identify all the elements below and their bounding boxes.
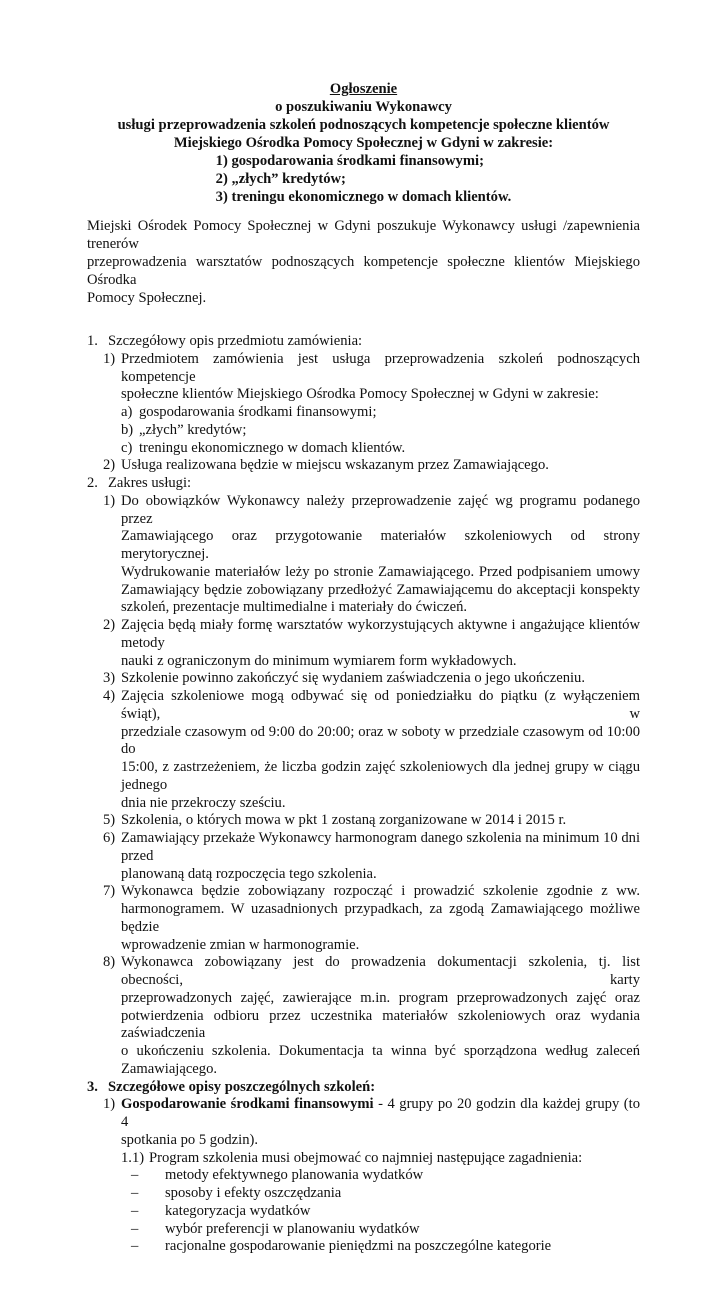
list-item [87, 1221, 640, 1239]
list-line: racjonalne gospodarowanie pieniędzmi na poszczególne kategorie [165, 1238, 552, 1255]
list-item [87, 1079, 640, 1097]
list-item [87, 883, 640, 954]
list-item [87, 1185, 640, 1203]
list-item [87, 422, 640, 440]
list-marker: 5) [103, 812, 116, 829]
list-item-text [139, 404, 640, 422]
list-item [87, 688, 640, 812]
list-line: treningu ekonomicznego w domach klientów. [139, 439, 406, 456]
list-line: Zamawiającego. [121, 1060, 218, 1077]
list-item-text [165, 1203, 640, 1221]
intro-line: Pomocy Społecznej. [87, 290, 207, 306]
list-line: wybór preferencji w planowaniu wydatków [165, 1220, 420, 1237]
title-scope-list [216, 152, 512, 206]
list-line [121, 1096, 640, 1132]
list-line: społeczne klientów Miejskiego Ośrodka Pomocy Społecznej w Gdyni w zakresie: [121, 386, 599, 403]
list-item-text [121, 883, 640, 954]
title-line: Miejskiego Ośrodka Pomocy Społecznej w Gdyni w zakresie: [173, 135, 554, 151]
list-item [87, 670, 640, 688]
list-line: Do obowiązków Wykonawcy należy przeprowadzenie zajęć wg programu podanego przez [121, 492, 640, 527]
list-marker: 1. [87, 333, 98, 349]
list-item-text [149, 1150, 640, 1168]
list-item [87, 1238, 640, 1256]
list-item-text [165, 1221, 640, 1239]
list-item [87, 351, 640, 404]
list-marker: 4) [103, 688, 116, 704]
list-item [87, 1096, 640, 1149]
list-item-text [121, 812, 640, 830]
list-marker: 2) [103, 617, 116, 633]
list-marker: b) [121, 421, 134, 438]
list-line: Zamawiający będzie zobowiązany przedłożyć Zamawiającemu do akceptacji konspekty [121, 581, 640, 598]
list-line: gospodarowania środkami finansowymi; [139, 404, 377, 420]
list-item [87, 1203, 640, 1221]
list-marker: – [131, 1202, 139, 1219]
list-marker: – [131, 1167, 139, 1184]
list-line: kategoryzacja wydatków [165, 1202, 311, 1219]
list-item-text [121, 1096, 640, 1149]
list-item-text [121, 688, 640, 812]
list-marker: 1) [103, 350, 116, 367]
list-line: Wykonawca będzie zobowiązany rozpocząć i prowadzić szkolenie zgodnie z ww. [121, 883, 640, 900]
list-line: Wydrukowanie materiałów leży po stronie Zamawiającego. Przed podpisaniem umowy [121, 563, 640, 580]
scope-item: 2) „złych” kredytów; [215, 171, 346, 187]
list-marker: 2) [103, 457, 116, 474]
list-item [87, 954, 640, 1078]
list-item-text [121, 493, 640, 617]
list-line: Usługa realizowana będzie w miejscu wskazanym przez Zamawiającego. [121, 457, 549, 474]
list-item [87, 1150, 640, 1168]
list-item [87, 440, 640, 458]
list-item [87, 830, 640, 883]
list-item [87, 475, 640, 493]
line-rest: - 4 grupy po 20 godzin dla każdej grupy (to 4 [121, 1096, 640, 1130]
list-line: szkoleń, prezentacje multimedialne i materiały do ćwiczeń. [121, 599, 468, 616]
list-marker: 1.1) [121, 1149, 145, 1166]
title-line: o poszukiwaniu Wykonawcy [275, 99, 452, 115]
list-line: sposoby i efekty oszczędzania [165, 1185, 342, 1201]
list-line: Program szkolenia musi obejmować co najmniej następujące zagadnienia: [149, 1149, 583, 1166]
list-item-text [139, 440, 640, 458]
bold-lead: Gospodarowanie środkami finansowymi [121, 1096, 374, 1113]
list-item-text [121, 457, 640, 475]
list-item-text [121, 617, 640, 670]
list-item [87, 457, 640, 475]
list-line: harmonogramem. W uzasadnionych przypadkach, za zgodą Zamawiającego możliwe będzie [121, 901, 640, 935]
list-marker: – [131, 1185, 139, 1201]
list-marker: a) [121, 404, 133, 420]
list-item [87, 812, 640, 830]
list-line: Szkolenie powinno zakończyć się wydaniem zaświadczenia o jego ukończeniu. [121, 670, 585, 687]
list-line: 15:00, z zastrzeżeniem, że liczba godzin zajęć szkoleniowych dla jednej grupy w ciągu jednego [121, 759, 640, 793]
title-heading: Ogłoszenie [329, 81, 398, 97]
list-marker: 3) [103, 670, 116, 687]
list-line: dnia nie przekroczy sześciu. [121, 794, 286, 811]
list-line: Zamawiającego oraz przygotowanie materiałów szkoleniowych od strony merytorycznej. [121, 528, 640, 562]
document-title [87, 80, 640, 206]
title-line: usługi przeprowadzenia szkoleń podnoszących kompetencje społeczne klientów [117, 117, 610, 133]
list-marker: 8) [103, 954, 116, 971]
list-item-text [121, 830, 640, 883]
list-marker: 3. [87, 1078, 98, 1095]
list-item-text [121, 670, 640, 688]
list-marker: – [131, 1220, 139, 1237]
list-item-text [108, 475, 640, 493]
list-line: przedziale czasowym od 9:00 do 20:00; oraz w soboty w przedziale czasowym od 10:00 do [121, 723, 640, 758]
list-line: Zakres usługi: [108, 475, 192, 491]
list-line: wprowadzenie zmian w harmonogramie. [121, 936, 360, 953]
list-marker: 1) [103, 1096, 116, 1113]
list-line: Zajęcia szkoleniowe mogą odbywać się od poniedziałku do piątku (z wyłączeniem świąt), w [121, 688, 640, 722]
intro-line: przeprowadzenia warsztatów podnoszących kompetencje społeczne klientów Miejskiego Ośrodka [87, 254, 640, 288]
intro-line: Miejski Ośrodek Pomocy Społecznej w Gdyni poszukuje Wykonawcy usługi /zapewnienia trenerów [87, 218, 640, 252]
list-line: Zamawiający przekaże Wykonawcy harmonogram danego szkolenia na minimum 10 dni przed [121, 830, 640, 864]
list-marker: 1) [103, 492, 116, 509]
list-item-text [165, 1185, 640, 1203]
list-line: metody efektywnego planowania wydatków [165, 1167, 424, 1184]
list-item-text [108, 1079, 640, 1097]
list-line: o ukończeniu szkolenia. Dokumentacja ta winna być sporządzona według zaleceń [121, 1043, 640, 1059]
list-item-text [165, 1238, 640, 1256]
list-item-text [108, 333, 640, 351]
scope-item: 1) gospodarowania środkami finansowymi; [215, 153, 484, 169]
list-line: Wykonawca zobowiązany jest do prowadzenia dokumentacji szkolenia, tj. list obecności, karty [121, 954, 640, 988]
list-line: nauki z ograniczonym do minimum wymiarem form wykładowych. [121, 652, 517, 669]
list-item [87, 617, 640, 670]
list-item-text [139, 422, 640, 440]
intro-paragraph [87, 217, 640, 307]
list-item-text [165, 1167, 640, 1185]
list-line: potwierdzenia odbioru przez uczestnika materiałów szkoleniowych oraz wydania zaświadczenia [121, 1007, 640, 1042]
list-marker: 6) [103, 830, 116, 846]
list-line: planowaną datą rozpoczęcia tego szkolenia. [121, 865, 377, 882]
list-item [87, 404, 640, 422]
list-line: „złych” kredytów; [139, 421, 247, 438]
list-line: Szczegółowe opisy poszczególnych szkoleń: [108, 1078, 376, 1095]
list-marker: 2. [87, 475, 98, 491]
list-item [87, 493, 640, 617]
scope-item: 3) treningu ekonomicznego w domach klientów. [215, 189, 512, 205]
list-item-text [121, 954, 640, 1078]
list-item-text [121, 351, 640, 404]
list-line: Szkolenia, o których mowa w pkt 1 zostaną zorganizowane w 2014 i 2015 r. [121, 812, 567, 829]
list-line: Szczegółowy opis przedmiotu zamówienia: [108, 333, 363, 349]
section-list [87, 333, 640, 1256]
list-line: spotkania po 5 godzin). [121, 1131, 258, 1148]
list-marker: – [131, 1238, 139, 1255]
list-marker: 7) [103, 883, 116, 900]
list-item [87, 333, 640, 351]
list-line: Zajęcia będą miały formę warsztatów wykorzystujących aktywne i angażujące klientów metody [121, 617, 640, 651]
list-line: przeprowadzonych zajęć, zawierające m.in. program przeprowadzonych zajęć oraz [121, 989, 640, 1006]
list-marker: c) [121, 439, 133, 456]
list-line: Przedmiotem zamówienia jest usługa przeprowadzenia szkoleń podnoszących kompetencje [121, 350, 640, 385]
list-item [87, 1167, 640, 1185]
